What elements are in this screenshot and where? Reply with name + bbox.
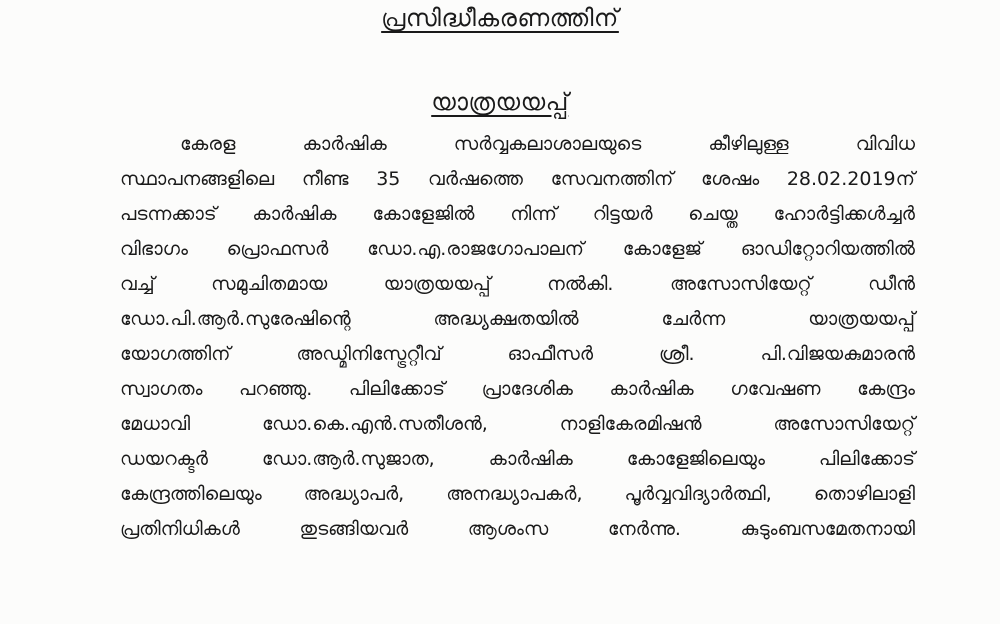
body-word: കോളേജിലെയും (626, 448, 765, 470)
body-word: നേർന്നു. (607, 518, 681, 540)
body-word: ശേഷം (701, 168, 760, 190)
body-word: കാർഷിക (252, 203, 337, 225)
body-line (120, 477, 915, 512)
body-word: പടന്നക്കാട് (120, 203, 217, 225)
body-line (120, 232, 915, 267)
body-word: കാർഷിക (609, 378, 694, 400)
body-word: അനദ്ധ്യാപകർ, (446, 483, 583, 505)
body-word: സർവ്വകലാശാലയുടെ (453, 133, 642, 155)
body-line (120, 302, 915, 337)
body-word: ഗവേഷണ (730, 378, 821, 400)
body-word: വർഷത്തെ (428, 168, 523, 190)
body-word: ചെയ്ത (688, 203, 738, 225)
body-word: അദ്ധ്യാപർ, (303, 483, 405, 505)
body-word: ചേർന്ന (661, 308, 726, 330)
body-word: നാളികേരമിഷൻ (559, 413, 702, 435)
body-word: കോളേജിൽ (372, 203, 475, 225)
body-word: ഡോ.പി.ആർ.സുരേഷിന്റെ (120, 308, 351, 330)
body-word: കേന്ദ്രം (857, 378, 915, 400)
body-line (120, 337, 915, 372)
body-word: 35 (376, 168, 401, 190)
body-word: ആശംസ (467, 518, 549, 540)
body-word: കാർഷിക (488, 448, 573, 470)
body-word: നിന്ന് (510, 203, 557, 225)
body-word: കോളേജ് (622, 238, 703, 260)
body-word: ഓഫീസർ (507, 343, 593, 365)
body-word: ഹോർട്ടിക്കൾച്ചർ (773, 203, 915, 225)
body-word: നൽകി. (547, 273, 614, 295)
body-word: പൂർവ്വവിദ്യാർത്ഥി, (624, 483, 772, 505)
body-word: ഓഡിറ്റോറിയത്തിൽ (740, 238, 915, 260)
body-word: ഡോ.എ.രാജഗോപാലന് (367, 238, 585, 260)
body-word: യോഗത്തിന് (120, 343, 231, 365)
body-word: യാത്രയയപ്പ് (808, 308, 915, 330)
body-word: വിവിധ (855, 133, 915, 155)
body-word: പ്രതിനിധികൾ (120, 518, 240, 540)
body-word: യാത്രയയപ്പ് (383, 273, 491, 295)
body-word: പിലിക്കോട് (818, 448, 915, 470)
body-word: ഡീൻ (868, 273, 915, 295)
body-line (120, 512, 915, 547)
body-word: അസോസിയേറ്റ് (773, 413, 915, 435)
body-word: തുടങ്ങിയവർ (299, 518, 409, 540)
body-word: വിഭാഗം (120, 238, 188, 260)
body-word: കാർഷിക (302, 133, 387, 155)
body-word: തൊഴിലാളി (813, 483, 915, 505)
body-word: സ്വാഗതം (120, 378, 203, 400)
body-word: പി.വിജയകുമാരൻ (760, 343, 915, 365)
body-word: അദ്ധ്യക്ഷതയിൽ (433, 308, 579, 330)
body-word: കുടുംബസമേതനായി (740, 518, 915, 540)
body-line (120, 407, 915, 442)
body-line (120, 372, 915, 407)
body-word: ഡോ.കെ.എൻ.സതീശൻ, (261, 413, 488, 435)
body-word: കേന്ദ്രത്തിലെയും (120, 483, 262, 505)
body-line (120, 197, 915, 232)
body-word: മേധാവി (120, 413, 191, 435)
document-subtitle: യാത്രയയപ്പ് (431, 88, 569, 116)
body-word: സേവനത്തിന് (550, 168, 674, 190)
body-word: വച്ച് (120, 273, 155, 295)
body-word: ഡോ.ആർ.സുജാത, (261, 448, 435, 470)
body-word: സമുചിതമായ (211, 273, 328, 295)
body-word: പ്രാദേശിക (481, 378, 573, 400)
document-title: പ്രസിദ്ധീകരണത്തിന് (381, 4, 619, 32)
body-word: റിട്ടയർ (592, 203, 653, 225)
body-word: സ്ഥാപനങ്ങളിലെ (120, 168, 275, 190)
body-word: പറഞ്ഞു. (239, 378, 313, 400)
body-line (120, 127, 915, 162)
body-word: കേരള (180, 133, 236, 155)
body-word: 28.02.2019ന് (786, 168, 915, 190)
body-word: കീഴിലുള്ള (708, 133, 789, 155)
body-word: ഡയറക്ടർ (120, 448, 208, 470)
body-word: പിലിക്കോട് (348, 378, 445, 400)
document-body (120, 127, 915, 547)
body-word: നീണ്ട (301, 168, 349, 190)
body-line (120, 162, 915, 197)
body-word: അഡ്മിനിസ്ട്രേറ്റീവ് (296, 343, 442, 365)
body-word: ശ്രീ. (658, 343, 695, 365)
body-line (120, 267, 915, 302)
body-word: അസോസിയേറ്റ് (669, 273, 812, 295)
body-line (120, 442, 915, 477)
body-word: പ്രൊഫസർ (226, 238, 329, 260)
